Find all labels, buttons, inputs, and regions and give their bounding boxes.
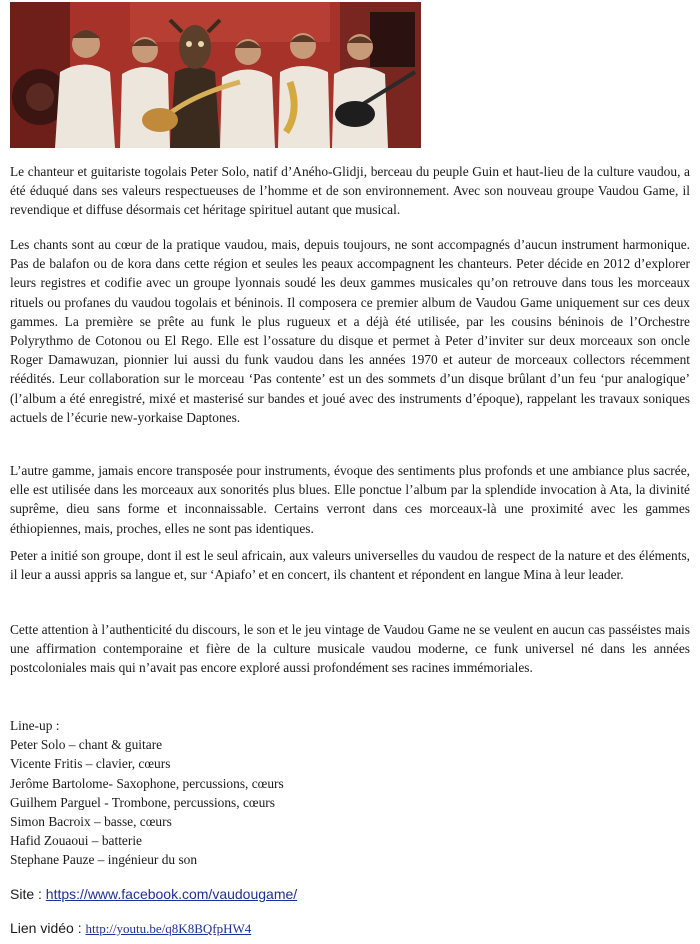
paragraph-groupe: Peter a initié son groupe, dont il est le seul africain, aux valeurs universelles du vaudou de respect de la nature et des éléments, il leur a aussi appris sa langue et, sur ‘Apiafo’ et en concert, ils chantent et répondent en langue Mina à leur leader. — [10, 548, 690, 583]
lineup-member: Jerôme Bartolome- Saxophone, percussions, cœurs — [10, 775, 284, 791]
facebook-link[interactable]: https://www.facebook.com/vaudougame/ — [45, 886, 298, 902]
lineup-title: Line-up : — [10, 718, 60, 733]
band-photo — [10, 2, 421, 148]
lineup-member: Simon Bacroix – basse, cœurs — [10, 814, 172, 830]
lineup-member: Hafid Zouaoui – batterie — [10, 833, 142, 849]
lineup-section — [10, 716, 610, 870]
paragraph-chants: Les chants sont au cœur de la pratique vaudou, mais, depuis toujours, ne sont accompagnés d’aucun instrument harmonique. Pas de balafon ou de kora dans cette région et seules les peaux accompagnent les chanteurs. Peter décide en 2012 d’explorer leurs registres et codifie avec un groupe lyonnais soudé les deux gammes musicales qu’on retrouve dans tous les morceaux rituels ou profanes du vaudou togolais et béninois. Il composera ce premier album de Vaudou Game uniquement sur ces deux gammes. La première se prête au funk le plus rugueux et a déjà été utilisée, par les cousins béninois de l’Orchestre Polyrythmo de Cotonou ou El Rego. Elle est l’ossature du disque et permet à Peter d’inviter sur deux morceaux son oncle Roger Damawuzan, pionnier lui aussi du funk vaudou dans les années 1970 et auteur de morceaux collectors récemment réédités. Leur collaboration sur le morceau ‘Pas contente’ est un des sommets d’un disque brûlant d’un feu ‘pur analogique’ (l’album a été enregistré, mixé et masterisé sur bandes et joué avec des instruments d’époque), rappelant les travaux soniques actuels de l’écurie new-yorkaise Daptones. — [10, 237, 690, 425]
band-photo-illustration — [10, 2, 421, 148]
paragraph-authenticite: Cette attention à l’authenticité du discours, le son et le jeu vintage de Vaudou Game ne se veulent en aucun cas passéistes mais une affirmation contemporaine et fière de la culture musicale vaudou moderne, ce funk universel né dans les années postcoloniales mais qui n’avait pas encore exploré aussi profondément ses racines immémoriales. — [10, 622, 690, 676]
site-label: Site : — [10, 886, 46, 902]
youtube-link[interactable]: http://youtu.be/q8K8BQfpHW4 — [85, 921, 252, 936]
lineup-member: Stephane Pauze – ingénieur du son — [10, 852, 198, 868]
paragraph-autre-gamme: L’autre gamme, jamais encore transposée pour instruments, évoque des sentiments plus profonds et une ambiance plus sacrée, elle est utilisée dans les morceaux aux sonorités plus blues. Elle ponctue l’album par la splendide invocation à Ata, la divinité suprême, dieu sans forme et inconnaissable. Certains verront dans ces morceaux-là une proximité avec les gammes éthiopiennes, mais, proches, elles ne sont pas identiques. — [10, 463, 690, 536]
video-line — [10, 919, 251, 938]
paragraph-intro: Le chanteur et guitariste togolais Peter Solo, natif d’Aného-Glidji, berceau du peuple Guin et haut-lieu de la culture vaudou, a été éduqué dans ses valeurs respectueuses de l’homme et de son environnement. Avec son nouveau groupe Vaudou Game, il revendique et diffuse désormais cet héritage spirituel autant que musical. — [10, 164, 690, 218]
video-label: Lien vidéo : — [10, 920, 86, 936]
site-line — [10, 885, 297, 903]
lineup-member: Vicente Fritis – clavier, cœurs — [10, 756, 171, 772]
lineup-member: Guilhem Parguel - Trombone, percussions, cœurs — [10, 794, 275, 810]
lineup-member: Peter Solo – chant & guitare — [10, 737, 163, 753]
